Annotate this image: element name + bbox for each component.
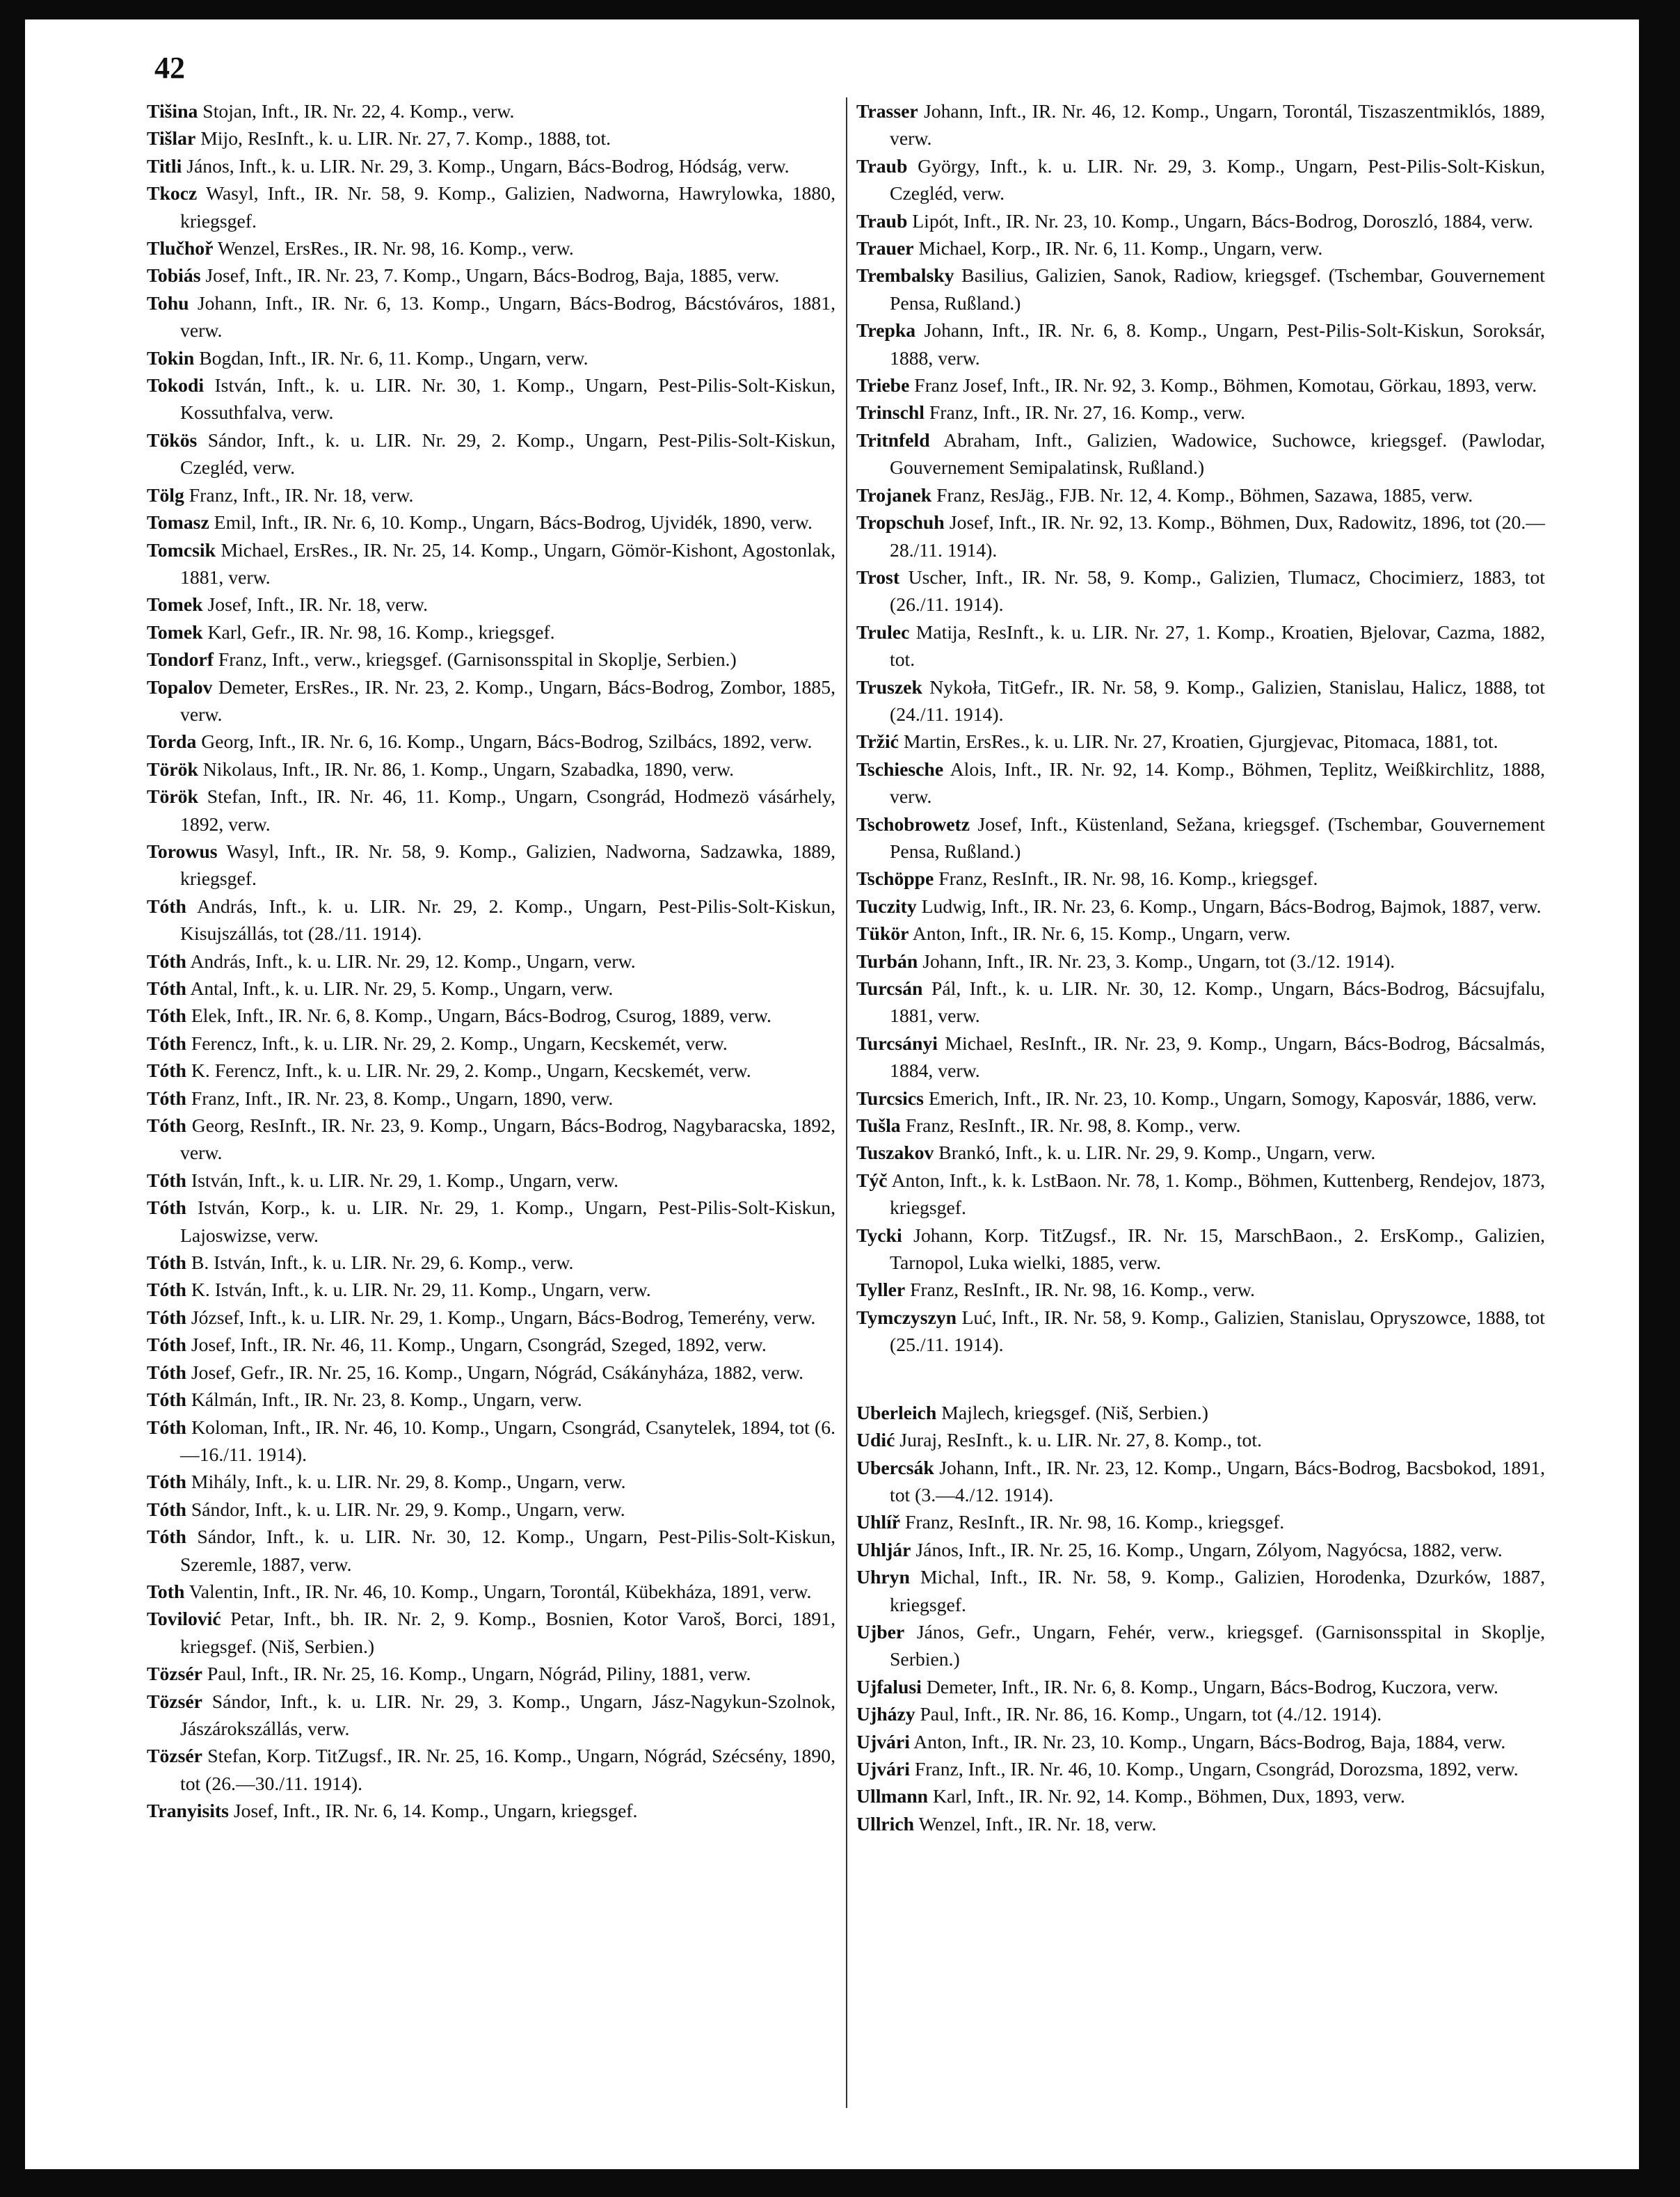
entry-details: Johann, Inft., IR. Nr. 6, 8. Komp., Ungarn, Pest-Pilis-Solt-Kiskun, Soroksár, 1888, verw.	[890, 319, 1545, 369]
entry-surname: Trasser	[856, 100, 918, 122]
list-entry	[147, 1605, 835, 1660]
entry-details: Anton, Inft., IR. Nr. 23, 10. Komp., Ungarn, Bács-Bodrog, Baja, 1884, verw.	[909, 1730, 1506, 1752]
entry-surname: Tóth	[147, 1334, 186, 1356]
list-entry	[147, 1030, 835, 1057]
list-entry	[147, 975, 835, 1002]
list-entry	[147, 1276, 835, 1303]
entry-details: Valentin, Inft., IR. Nr. 46, 10. Komp., Ungarn, Torontál, Kübekháza, 1891, verw.	[184, 1580, 812, 1602]
entry-surname: Tóth	[147, 1005, 186, 1027]
list-entry	[147, 1167, 835, 1194]
entry-details: Juraj, ResInft., k. u. LIR. Nr. 27, 8. Komp., tot.	[895, 1429, 1262, 1451]
entry-details: Antal, Inft., k. u. LIR. Nr. 29, 5. Komp., Ungarn, verw.	[186, 977, 614, 999]
entry-surname: Tökös	[147, 429, 198, 451]
entry-details: János, Inft., IR. Nr. 25, 16. Komp., Ungarn, Zólyom, Nagyócsa, 1882, verw.	[911, 1538, 1503, 1560]
list-entry	[147, 426, 835, 481]
entry-details: Luć, Inft., IR. Nr. 58, 9. Komp., Galizien, Stanislau, Opryszowce, 1888, tot (25./11. 1914).	[890, 1306, 1545, 1356]
entry-surname: Uhljár	[856, 1538, 911, 1560]
entry-details: Lipót, Inft., IR. Nr. 23, 10. Komp., Ungarn, Bács-Bodrog, Doroszló, 1884, verw.	[907, 209, 1533, 232]
entry-surname: Tohu	[147, 291, 189, 314]
list-entry	[147, 1578, 835, 1605]
entry-details: Michal, Inft., IR. Nr. 58, 9. Komp., Galizien, Horodenka, Dzurków, 1887, kriegsgef.	[890, 1566, 1545, 1615]
entry-details: János, Inft., k. u. LIR. Nr. 29, 3. Komp., Ungarn, Bács-Bodrog, Hódság, verw.	[182, 154, 790, 177]
list-entry	[147, 262, 835, 289]
list-entry	[147, 1797, 835, 1824]
entry-surname: Tomek	[147, 593, 203, 616]
entry-details: Michael, Korp., IR. Nr. 6, 11. Komp., Ungarn, verw.	[913, 237, 1323, 259]
list-entry	[856, 1139, 1545, 1166]
entry-surname: Trinschl	[856, 401, 925, 424]
list-entry	[147, 1660, 835, 1687]
entry-details: Josef, Inft., IR. Nr. 92, 13. Komp., Böhmen, Dux, Radowitz, 1896, tot (20.—28./11. 1914).	[890, 511, 1545, 561]
list-entry	[856, 893, 1545, 920]
entry-details: Karl, Gefr., IR. Nr. 98, 16. Komp., kriegsgef.	[202, 621, 555, 643]
entry-details: Franz, Inft., verw., kriegsgef. (Garnisonsspital in Skoplje, Serbien.)	[213, 648, 737, 671]
list-entry	[147, 1112, 835, 1167]
entry-surname: Torowus	[147, 840, 218, 862]
entry-details: Brankó, Inft., k. u. LIR. Nr. 29, 9. Komp., Ungarn, verw.	[934, 1142, 1376, 1164]
entry-details: Basilius, Galizien, Sanok, Radiow, kriegsgef. (Tschembar, Gouvernement Pensa, Rußland.)	[890, 264, 1545, 314]
entry-surname: Ujvári	[856, 1730, 910, 1752]
list-entry	[856, 509, 1545, 564]
list-entry	[856, 1618, 1545, 1673]
entry-details: Alois, Inft., IR. Nr. 92, 14. Komp., Böhmen, Teplitz, Weißkirchlitz, 1888, verw.	[890, 758, 1545, 808]
entry-surname: Tobiás	[147, 264, 201, 287]
entry-surname: Tomek	[147, 621, 203, 643]
page-number: 42	[154, 51, 185, 85]
entry-surname: Triebe	[856, 374, 910, 397]
entry-details: János, Gefr., Ungarn, Fehér, verw., kriegsgef. (Garnisonsspital in Skoplje, Serbien.)	[890, 1620, 1545, 1670]
entry-details: József, Inft., k. u. LIR. Nr. 29, 1. Komp., Ungarn, Bács-Bodrog, Temerény, verw.	[186, 1306, 816, 1328]
list-entry	[147, 1359, 835, 1386]
entry-details: Wenzel, Inft., IR. Nr. 18, verw.	[914, 1812, 1157, 1835]
list-entry	[856, 1728, 1545, 1755]
entry-surname: Traub	[856, 154, 908, 177]
list-entry	[147, 1523, 835, 1578]
entry-surname: Tóth	[147, 1060, 186, 1082]
list-entry	[147, 509, 835, 536]
entry-surname: Torda	[147, 730, 197, 753]
entry-details: Johann, Inft., IR. Nr. 23, 12. Komp., Ungarn, Bács-Bodrog, Bacsbokod, 1891, tot (3.—4./12. 1914).	[890, 1456, 1545, 1505]
list-entry	[147, 1386, 835, 1413]
list-entry	[856, 1222, 1545, 1277]
entry-surname: Tržić	[856, 730, 899, 753]
entry-details: Anton, Inft., IR. Nr. 6, 15. Komp., Ungarn, verw.	[909, 922, 1291, 945]
entry-surname: Tranyisits	[147, 1800, 229, 1822]
right-column	[856, 97, 1545, 1837]
list-entry	[856, 564, 1545, 618]
list-entry	[147, 481, 835, 509]
entry-surname: Tondorf	[147, 648, 214, 671]
entry-surname: Tritnfeld	[856, 429, 930, 451]
entry-details: Sándor, Inft., k. u. LIR. Nr. 29, 9. Komp., Ungarn, verw.	[186, 1498, 625, 1520]
entry-details: Petar, Inft., bh. IR. Nr. 2, 9. Komp., Bosnien, Kotor Varoš, Borci, 1891, kriegsgef. (Niš, Serbien.)	[180, 1608, 835, 1657]
list-entry	[147, 1496, 835, 1523]
entry-details: Josef, Inft., IR. Nr. 6, 14. Komp., Ungarn, kriegsgef.	[228, 1800, 638, 1822]
entry-details: György, Inft., k. u. LIR. Nr. 29, 3. Komp., Ungarn, Pest-Pilis-Solt-Kiskun, Czegléd, verw.	[890, 154, 1545, 205]
entry-details: K. István, Inft., k. u. LIR. Nr. 29, 11. Komp., Ungarn, verw.	[186, 1279, 651, 1301]
entry-details: Mijo, ResInft., k. u. LIR. Nr. 27, 7. Komp., 1888, tot.	[195, 127, 611, 150]
list-entry	[856, 481, 1545, 509]
entry-surname: Tomasz	[147, 511, 209, 534]
list-entry	[147, 756, 835, 783]
list-entry	[147, 125, 835, 152]
list-entry	[856, 234, 1545, 262]
entry-surname: Ujházy	[856, 1703, 915, 1725]
entry-surname: Tišina	[147, 100, 198, 122]
entry-details: Anton, Inft., k. k. LstBaon. Nr. 78, 1. Komp., Böhmen, Kuttenberg, Rendejov, 1873, kriegsgef.	[887, 1169, 1545, 1219]
entry-details: Franz Josef, Inft., IR. Nr. 92, 3. Komp., Böhmen, Komotau, Görkau, 1893, verw.	[909, 374, 1537, 397]
entry-surname: Tölg	[147, 484, 184, 506]
list-entry	[856, 1276, 1545, 1303]
entry-details: Bogdan, Inft., IR. Nr. 6, 11. Komp., Ungarn, verw.	[194, 346, 589, 369]
entry-details: Franz, ResInft., IR. Nr. 98, 8. Komp., verw.	[900, 1115, 1241, 1137]
list-entry	[147, 179, 835, 234]
list-entry	[147, 1002, 835, 1029]
entry-surname: Trembalsky	[856, 264, 954, 287]
list-entry	[147, 646, 835, 673]
list-entry	[856, 1536, 1545, 1563]
list-entry	[856, 1030, 1545, 1085]
entry-details: Emerich, Inft., IR. Nr. 23, 10. Komp., Ungarn, Somogy, Kaposvár, 1886, verw.	[923, 1087, 1537, 1109]
entry-details: Franz, Inft., IR. Nr. 18, verw.	[184, 484, 414, 506]
list-entry	[856, 756, 1545, 810]
entry-surname: Tóth	[147, 1252, 186, 1274]
list-entry	[147, 234, 835, 262]
list-entry	[147, 728, 835, 755]
list-entry	[147, 591, 835, 618]
entry-details: Demeter, Inft., IR. Nr. 6, 8. Komp., Ungarn, Bács-Bodrog, Kuczora, verw.	[921, 1675, 1498, 1697]
entry-surname: Tóth	[147, 1279, 186, 1301]
list-entry	[147, 97, 835, 125]
entry-surname: Tóth	[147, 1416, 186, 1438]
list-entry	[147, 344, 835, 372]
list-entry	[856, 1399, 1545, 1426]
list-entry	[856, 865, 1545, 892]
entry-details: Ferencz, Inft., k. u. LIR. Nr. 29, 2. Komp., Ungarn, Kecskemét, verw.	[186, 1032, 728, 1054]
entry-details: Koloman, Inft., IR. Nr. 46, 10. Komp., Ungarn, Csongrád, Csanytelek, 1894, tot (6.—16./11. 1914).	[180, 1416, 835, 1465]
entry-surname: Uhlíř	[856, 1511, 901, 1533]
entry-surname: Tokodi	[147, 374, 205, 397]
list-entry	[856, 1810, 1545, 1837]
list-entry	[856, 262, 1545, 317]
entry-surname: Tušla	[856, 1115, 901, 1137]
entry-surname: Tymczyszyn	[856, 1306, 957, 1328]
entry-details: Franz, ResJäg., FJB. Nr. 12, 4. Komp., Böhmen, Sazawa, 1885, verw.	[931, 484, 1473, 506]
entry-surname: Toth	[147, 1580, 185, 1602]
entry-surname: Tóth	[147, 977, 186, 999]
list-entry	[856, 152, 1545, 207]
entry-surname: Trauer	[856, 237, 914, 259]
entry-details: Franz, Inft., IR. Nr. 46, 10. Komp., Ungarn, Csongrád, Dorozsma, 1892, verw.	[909, 1757, 1519, 1780]
entry-details: Georg, ResInft., IR. Nr. 23, 9. Komp., Ungarn, Bács-Bodrog, Nagybaracska, 1892, verw.	[180, 1115, 835, 1164]
entry-surname: Uberleich	[856, 1401, 937, 1423]
entry-surname: Trulec	[856, 621, 910, 643]
entry-surname: Tišlar	[147, 127, 196, 150]
entry-surname: Tuszakov	[856, 1142, 934, 1164]
entry-details: Martin, ErsRes., k. u. LIR. Nr. 27, Kroatien, Gjurgjevac, Pitomaca, 1881, tot.	[898, 730, 1498, 753]
entry-details: András, Inft., k. u. LIR. Nr. 29, 2. Komp., Ungarn, Pest-Pilis-Solt-Kiskun, Kisujszállás, tot (28./11. 1914).	[180, 895, 835, 945]
entry-surname: Tözsér	[147, 1745, 202, 1767]
entry-details: Abraham, Inft., Galizien, Wadowice, Suchowce, kriegsgef. (Pawlodar, Gouvernement Semipalatinsk, Rußland.)	[890, 429, 1545, 479]
entry-details: Johann, Inft., IR. Nr. 6, 13. Komp., Ungarn, Bács-Bodrog, Bácstóváros, 1881, verw.	[180, 291, 835, 342]
list-entry	[856, 399, 1545, 426]
entry-surname: Titli	[147, 154, 182, 177]
list-entry	[147, 1249, 835, 1276]
entry-surname: Tóth	[147, 895, 186, 917]
list-entry	[147, 893, 835, 948]
entry-surname: Tóth	[147, 1389, 186, 1411]
list-entry	[147, 673, 835, 728]
entry-details: Josef, Inft., IR. Nr. 23, 7. Komp., Ungarn, Bács-Bodrog, Baja, 1885, verw.	[200, 264, 780, 287]
list-entry	[856, 1673, 1545, 1700]
entry-surname: Tkocz	[147, 182, 198, 205]
list-entry	[147, 289, 835, 344]
list-entry	[856, 207, 1545, 234]
list-entry	[856, 948, 1545, 975]
entry-details: Josef, Gefr., IR. Nr. 25, 16. Komp., Ungarn, Nógrád, Csákányháza, 1882, verw.	[186, 1361, 804, 1383]
list-entry	[147, 948, 835, 975]
list-entry	[147, 1468, 835, 1495]
entry-details: Michael, ResInft., IR. Nr. 23, 9. Komp., Ungarn, Bács-Bodrog, Bácsalmás, 1884, verw.	[890, 1032, 1545, 1082]
entry-details: Johann, Korp. TitZugsf., IR. Nr. 15, MarschBaon., 2. ErsKomp., Galizien, Tarnopol, Luka wielki, 1885, verw.	[890, 1224, 1545, 1274]
entry-details: Franz, ResInft., IR. Nr. 98, 16. Komp., verw.	[905, 1279, 1255, 1301]
entry-details: Wenzel, ErsRes., IR. Nr. 98, 16. Komp., verw.	[213, 237, 574, 259]
entry-details: Ludwig, Inft., IR. Nr. 23, 6. Komp., Ungarn, Bács-Bodrog, Bajmok, 1887, verw.	[916, 895, 1542, 917]
entry-details: Sándor, Inft., k. u. LIR. Nr. 30, 12. Komp., Ungarn, Pest-Pilis-Solt-Kiskun, Szeremle, 1887, verw.	[180, 1526, 835, 1575]
entry-details: B. István, Inft., k. u. LIR. Nr. 29, 6. Komp., verw.	[186, 1252, 574, 1274]
entry-surname: Tycki	[856, 1224, 902, 1246]
entry-surname: Tovilović	[147, 1608, 221, 1630]
list-entry	[856, 1426, 1545, 1453]
entry-details: Kálmán, Inft., IR. Nr. 23, 8. Komp., Ungarn, verw.	[186, 1389, 582, 1411]
list-entry	[856, 1304, 1545, 1359]
list-entry	[147, 152, 835, 179]
entry-surname: Tóth	[147, 1169, 186, 1191]
entry-surname: Tóth	[147, 1032, 186, 1054]
list-entry	[147, 838, 835, 893]
entry-surname: Turcsán	[856, 977, 923, 999]
list-entry	[856, 1454, 1545, 1509]
list-entry	[856, 1563, 1545, 1618]
entry-surname: Tropschuh	[856, 511, 945, 534]
list-entry	[856, 810, 1545, 865]
entry-surname: Tschiesche	[856, 758, 944, 780]
list-entry	[856, 1167, 1545, 1222]
entry-details: Stefan, Inft., IR. Nr. 46, 11. Komp., Ungarn, Csongrád, Hodmezö vásárhely, 1892, verw.	[180, 785, 835, 835]
entry-surname: Tschobrowetz	[856, 813, 970, 835]
list-entry	[856, 426, 1545, 481]
list-entry	[147, 1057, 835, 1084]
list-entry	[856, 1782, 1545, 1809]
entry-surname: Tlučhoř	[147, 237, 214, 259]
entry-details: Franz, Inft., IR. Nr. 27, 16. Komp., verw.	[924, 401, 1246, 424]
entry-details: Mihály, Inft., k. u. LIR. Nr. 29, 8. Komp., Ungarn, verw.	[186, 1471, 626, 1493]
entry-details: Stefan, Korp. TitZugsf., IR. Nr. 25, 16. Komp., Ungarn, Nógrád, Szécsény, 1890, tot (26.—30./11. 1914).	[180, 1745, 835, 1794]
entry-surname: Tyller	[856, 1279, 906, 1301]
list-entry	[856, 920, 1545, 947]
entry-details: Matija, ResInft., k. u. LIR. Nr. 27, 1. Komp., Kroatien, Bjelovar, Cazma, 1882, tot.	[890, 621, 1545, 671]
entry-details: István, Inft., k. u. LIR. Nr. 29, 1. Komp., Ungarn, verw.	[186, 1169, 619, 1191]
entry-surname: Tözsér	[147, 1663, 202, 1685]
entry-surname: Ujber	[856, 1620, 905, 1643]
entry-surname: Trojanek	[856, 484, 932, 506]
entry-details: Nykoła, TitGefr., IR. Nr. 58, 9. Komp., Galizien, Stanislau, Halicz, 1888, tot (24./11. 1914).	[890, 676, 1545, 725]
list-entry	[147, 1414, 835, 1469]
list-entry	[856, 372, 1545, 399]
entry-surname: Topalov	[147, 676, 213, 698]
entry-surname: Török	[147, 758, 198, 780]
entry-surname: Ujvári	[856, 1757, 910, 1780]
entry-details: K. Ferencz, Inft., k. u. LIR. Nr. 29, 2. Komp., Ungarn, Kecskemét, verw.	[186, 1060, 751, 1082]
list-entry	[147, 618, 835, 646]
entry-details: Wasyl, Inft., IR. Nr. 58, 9. Komp., Galizien, Nadworna, Hawrylowka, 1880, kriegsgef.	[180, 182, 835, 232]
entry-details: Demeter, ErsRes., IR. Nr. 23, 2. Komp., Ungarn, Bács-Bodrog, Zombor, 1885, verw.	[180, 676, 835, 725]
entry-surname: Týč	[856, 1169, 888, 1191]
entry-details: Franz, Inft., IR. Nr. 23, 8. Komp., Ungarn, 1890, verw.	[186, 1087, 614, 1109]
entry-surname: Tschöppe	[856, 868, 934, 890]
entry-surname: Tóth	[147, 1361, 186, 1383]
entry-surname: Tóth	[147, 1087, 186, 1109]
entry-surname: Tükör	[856, 922, 909, 945]
entry-surname: Tóth	[147, 1197, 186, 1219]
entry-details: István, Korp., k. u. LIR. Nr. 29, 1. Komp., Ungarn, Pest-Pilis-Solt-Kiskun, Lajoswizse, verw.	[180, 1197, 835, 1246]
entry-details: Michael, ErsRes., IR. Nr. 25, 14. Komp., Ungarn, Gömör-Kishont, Agostonlak, 1881, verw.	[180, 538, 835, 588]
entry-details: Uscher, Inft., IR. Nr. 58, 9. Komp., Galizien, Tlumacz, Chocimierz, 1883, tot (26./11. 1914).	[890, 566, 1545, 616]
entry-surname: Ujfalusi	[856, 1675, 922, 1697]
entry-surname: Tóth	[147, 1306, 186, 1328]
list-entry	[147, 783, 835, 838]
entry-details: Franz, ResInft., IR. Nr. 98, 16. Komp., kriegsgef.	[934, 868, 1318, 890]
entry-surname: Tözsér	[147, 1690, 202, 1712]
entry-details: Elek, Inft., IR. Nr. 6, 8. Komp., Ungarn, Bács-Bodrog, Csurog, 1889, verw.	[186, 1005, 771, 1027]
entry-surname: Trepka	[856, 319, 916, 342]
column-divider	[846, 97, 847, 2108]
list-entry	[856, 1508, 1545, 1535]
document-page	[25, 19, 1639, 2169]
entry-details: Josef, Inft., Küstenland, Sežana, kriegsgef. (Tschembar, Gouvernement Pensa, Rußland.)	[890, 813, 1545, 862]
entry-surname: Udić	[856, 1429, 895, 1451]
list-entry	[856, 1700, 1545, 1727]
list-entry	[856, 975, 1545, 1030]
entry-details: Stojan, Inft., IR. Nr. 22, 4. Komp., verw.	[198, 100, 515, 122]
list-entry	[856, 1755, 1545, 1782]
entry-surname: Tokin	[147, 346, 195, 369]
entry-details: Paul, Inft., IR. Nr. 25, 16. Komp., Ungarn, Nógrád, Piliny, 1881, verw.	[202, 1663, 751, 1685]
list-entry	[147, 372, 835, 426]
entry-details: Emil, Inft., IR. Nr. 6, 10. Komp., Ungarn, Bács-Bodrog, Ujvidék, 1890, verw.	[209, 511, 813, 534]
entry-surname: Turcsányi	[856, 1032, 938, 1054]
entry-surname: Turbán	[856, 950, 918, 972]
entry-surname: Tóth	[147, 1471, 186, 1493]
list-entry	[856, 728, 1545, 755]
entry-details: Paul, Inft., IR. Nr. 86, 16. Komp., Ungarn, tot (4./12. 1914).	[915, 1703, 1382, 1725]
list-entry	[856, 317, 1545, 372]
list-entry	[856, 97, 1545, 152]
entry-surname: Turcsics	[856, 1087, 924, 1109]
list-entry	[856, 673, 1545, 728]
entry-details: András, Inft., k. u. LIR. Nr. 29, 12. Komp., Ungarn, verw.	[186, 950, 636, 972]
section-gap	[856, 1359, 1545, 1399]
entry-details: Sándor, Inft., k. u. LIR. Nr. 29, 2. Komp., Ungarn, Pest-Pilis-Solt-Kiskun, Czegléd, verw.	[180, 429, 835, 479]
entry-details: Pál, Inft., k. u. LIR. Nr. 30, 12. Komp., Ungarn, Bács-Bodrog, Bácsujfalu, 1881, verw.	[890, 977, 1545, 1027]
list-entry	[147, 536, 835, 591]
list-entry	[147, 1194, 835, 1249]
entry-surname: Uhryn	[856, 1566, 910, 1588]
entry-surname: Tóth	[147, 950, 186, 972]
entry-details: István, Inft., k. u. LIR. Nr. 30, 1. Komp., Ungarn, Pest-Pilis-Solt-Kiskun, Kossuthfalva, verw.	[180, 374, 835, 424]
entry-details: Majlech, kriegsgef. (Niš, Serbien.)	[936, 1401, 1208, 1423]
list-entry	[856, 1112, 1545, 1139]
list-entry	[147, 1742, 835, 1797]
entry-surname: Tóth	[147, 1498, 186, 1520]
entry-surname: Ullrich	[856, 1812, 915, 1835]
entry-details: Josef, Inft., IR. Nr. 18, verw.	[202, 593, 429, 616]
entry-surname: Traub	[856, 209, 908, 232]
entry-surname: Tóth	[147, 1115, 186, 1137]
entry-surname: Ullmann	[856, 1785, 929, 1807]
entry-details: Sándor, Inft., k. u. LIR. Nr. 29, 3. Komp., Ungarn, Jász-Nagykun-Szolnok, Jászárokszállás, verw.	[180, 1690, 835, 1739]
left-column	[147, 97, 835, 1825]
entry-details: Karl, Inft., IR. Nr. 92, 14. Komp., Böhmen, Dux, 1893, verw.	[928, 1785, 1405, 1807]
entry-surname: Truszek	[856, 676, 922, 698]
list-entry	[147, 1331, 835, 1358]
list-entry	[856, 618, 1545, 673]
entry-details: Josef, Inft., IR. Nr. 46, 11. Komp., Ungarn, Csongrád, Szeged, 1892, verw.	[186, 1334, 767, 1356]
entry-details: Nikolaus, Inft., IR. Nr. 86, 1. Komp., Ungarn, Szabadka, 1890, verw.	[198, 758, 735, 780]
entry-surname: Trost	[856, 566, 900, 588]
list-entry	[147, 1688, 835, 1743]
entry-surname: Tomcsik	[147, 538, 216, 561]
list-entry	[856, 1085, 1545, 1112]
list-entry	[147, 1304, 835, 1331]
entry-surname: Török	[147, 785, 198, 808]
entry-details: Wasyl, Inft., IR. Nr. 58, 9. Komp., Galizien, Nadworna, Sadzawka, 1889, kriegsgef.	[180, 840, 835, 890]
entry-details: Johann, Inft., IR. Nr. 46, 12. Komp., Ungarn, Torontál, Tiszaszentmiklós, 1889, verw.	[890, 100, 1545, 150]
entry-details: Johann, Inft., IR. Nr. 23, 3. Komp., Ungarn, tot (3./12. 1914).	[918, 950, 1395, 972]
entry-surname: Ubercsák	[856, 1456, 934, 1478]
entry-surname: Tóth	[147, 1526, 186, 1548]
entry-details: Georg, Inft., IR. Nr. 6, 16. Komp., Ungarn, Bács-Bodrog, Szilbács, 1892, verw.	[196, 730, 813, 753]
list-entry	[147, 1085, 835, 1112]
entry-surname: Tuczity	[856, 895, 917, 917]
entry-details: Franz, ResInft., IR. Nr. 98, 16. Komp., kriegsgef.	[900, 1511, 1285, 1533]
